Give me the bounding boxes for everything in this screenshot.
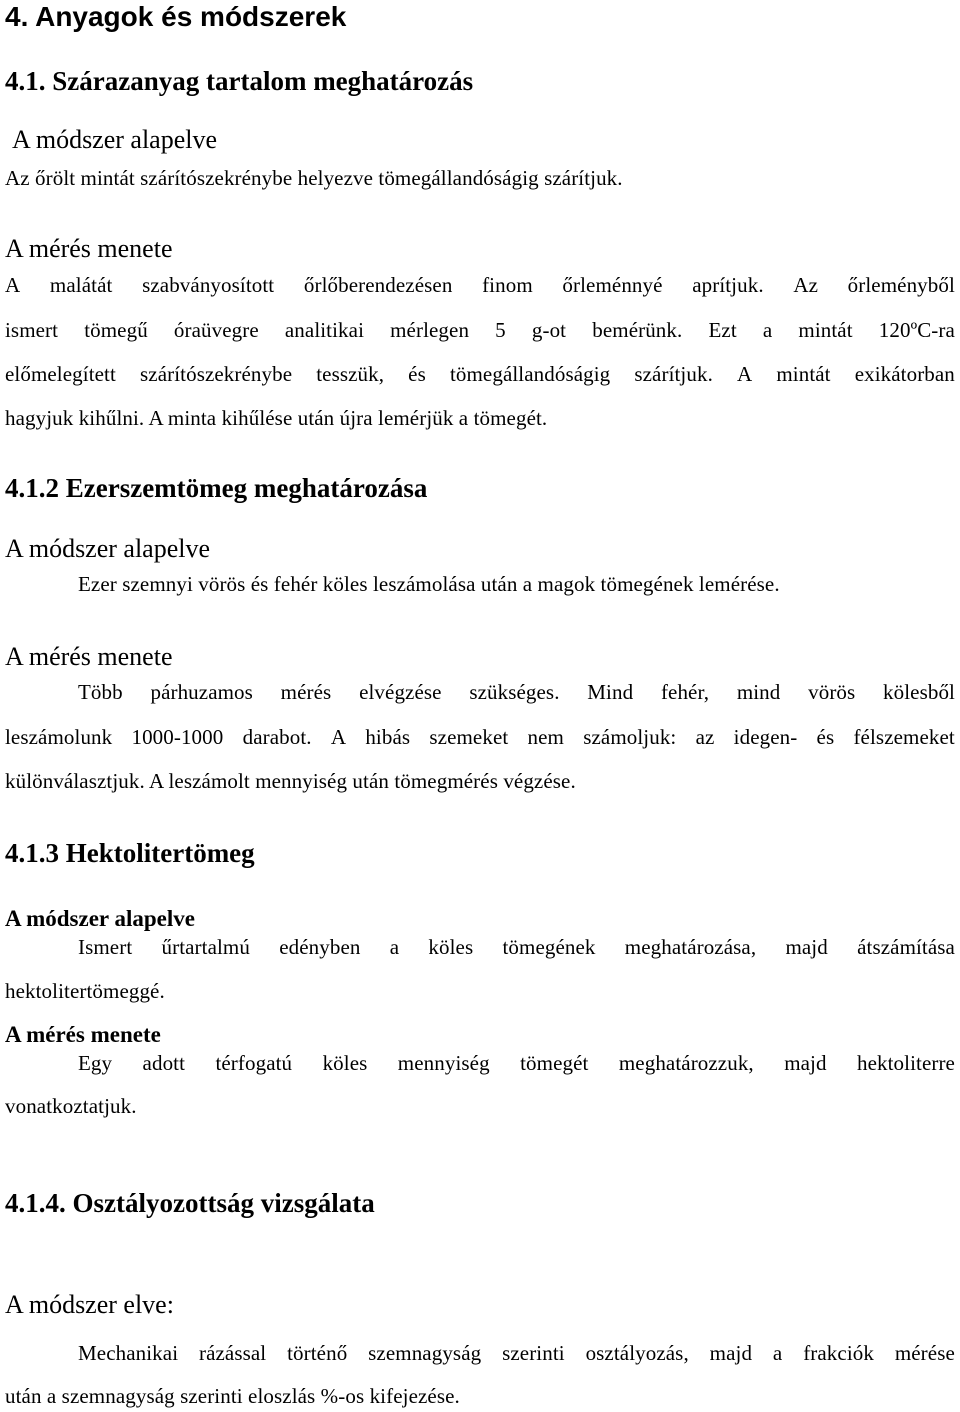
section-4-1-procedure-line: ismert tömegű óraüvegre analitikai mérlegen 5 g-ot bemérünk. Ezt a mintát 120ºC-ra	[5, 318, 955, 342]
section-4-1-procedure-line: előmelegített szárítószekrénybe tesszük, és tömegállandóságig szárítjuk. A mintát exikátorban	[5, 362, 955, 386]
section-4-1-3-heading: 4.1.3 Hektolitertömeg	[5, 838, 255, 868]
section-4-1-2-procedure-line: különválasztjuk. A leszámolt mennyiség után tömegmérés végzése.	[5, 769, 576, 793]
section-4-1-heading: 4.1. Szárazanyag tartalom meghatározás	[5, 66, 474, 96]
section-4-1-2-procedure-title: A mérés menete	[5, 642, 173, 671]
section-4-1-2-procedure-line: leszámolunk 1000-1000 darabot. A hibás szemeket nem számoljuk: az idegen- és félszemeket	[5, 725, 955, 749]
section-4-1-principle-title: A módszer alapelve	[12, 125, 218, 154]
section-4-1-3-principle-title: A módszer alapelve	[5, 906, 195, 931]
section-4-1-2-procedure-line: Több párhuzamos mérés elvégzése szükséges. Mind fehér, mind vörös kölesből	[78, 680, 955, 704]
section-4-1-3-procedure-title: A mérés menete	[5, 1022, 161, 1047]
section-4-1-4-heading: 4.1.4. Osztályozottság vizsgálata	[5, 1188, 375, 1218]
section-4-1-3-procedure-line: vonatkoztatjuk.	[5, 1094, 137, 1118]
section-4-1-2-principle-title: A módszer alapelve	[5, 534, 211, 563]
section-4-1-3-principle-line: hektolitertömeggé.	[5, 979, 165, 1003]
section-4-1-2-principle-text: Ezer szemnyi vörös és fehér köles leszámolása után a magok tömegének lemérése.	[78, 572, 780, 596]
section-4-1-procedure-line: A malátát szabványosított őrlőberendezésen finom őrleménnyé aprítjuk. Az őrleményből	[5, 273, 955, 297]
section-4-1-4-principle-title: A módszer elve:	[5, 1290, 174, 1319]
section-4-1-4-principle-line: Mechanikai rázással történő szemnagyság szerinti osztályozás, majd a frakciók mérése	[78, 1341, 955, 1365]
chapter-title: 4. Anyagok és módszerek	[5, 1, 347, 32]
section-4-1-procedure-title: A mérés menete	[5, 234, 173, 263]
section-4-1-procedure-line: hagyjuk kihűlni. A minta kihűlése után újra lemérjük a tömegét.	[5, 406, 548, 430]
section-4-1-3-procedure-line: Egy adott térfogatú köles mennyiség tömegét meghatározzuk, majd hektoliterre	[78, 1051, 955, 1075]
section-4-1-4-principle-line: után a szemnagyság szerinti eloszlás %-os kifejezése.	[5, 1384, 460, 1408]
section-4-1-2-heading: 4.1.2 Ezerszemtömeg meghatározása	[5, 473, 428, 503]
section-4-1-principle-text: Az őrölt mintát szárítószekrénybe helyezve tömegállandóságig szárítjuk.	[5, 166, 623, 190]
section-4-1-3-principle-line: Ismert űrtartalmú edényben a köles tömegének meghatározása, majd átszámítása	[78, 935, 955, 959]
